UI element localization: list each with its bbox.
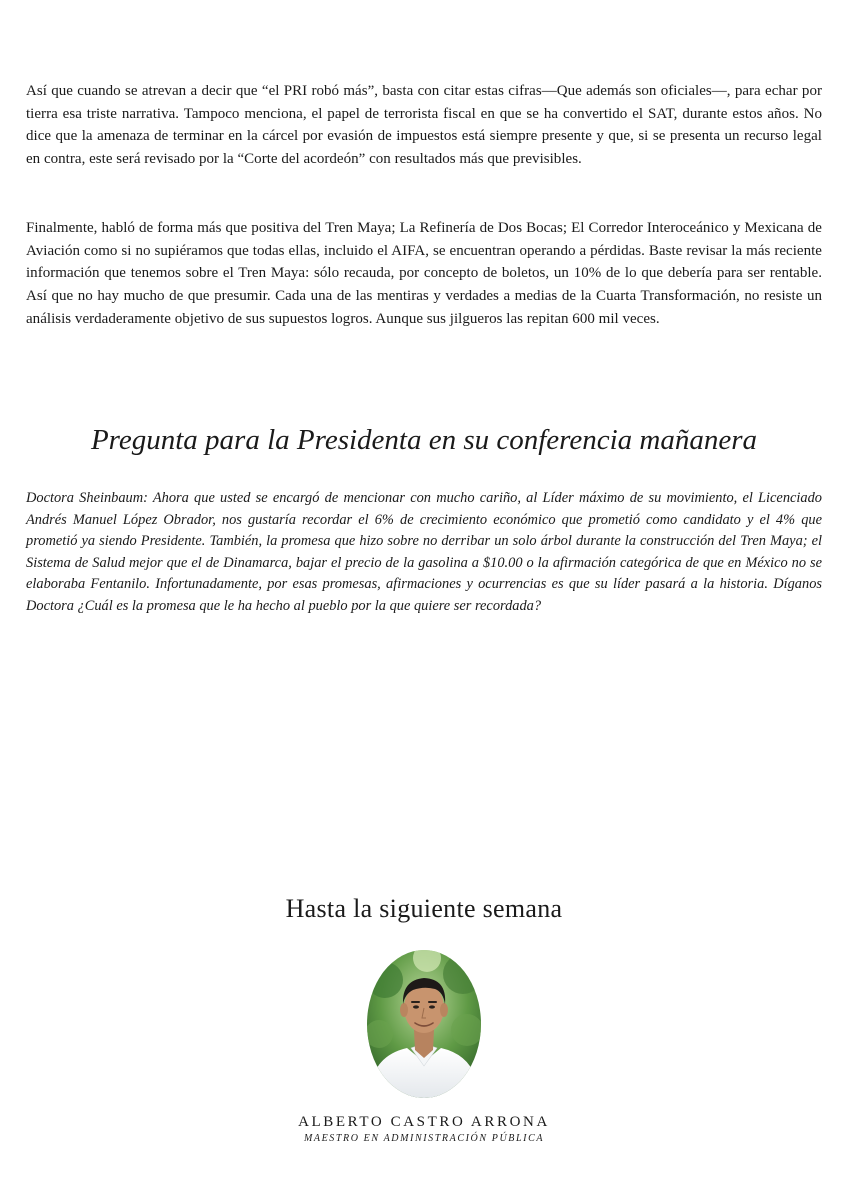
closing-text: Hasta la siguiente semana [285,894,563,923]
author-name: ALBERTO CASTRO ARRONA [298,1114,550,1130]
author-portrait-image [367,950,481,1098]
article-paragraph-2: Finalmente, habló de forma más que positiva del Tren Maya; La Refinería de Dos Bocas; El Corredor Interoceánico y Mexicana de Aviación como si no supiéramos que todas ellas, incluido el AIFA, se encuentran operando a pérdidas. Baste revisar la más reciente información que tenemos sobre el Tren Maya: sólo recauda, por concepto de boletos, un 10% de lo que debería para ser rentable. Así que no hay mucho de que presumir. Cada una de las mentiras y verdades a medias de la Cuarta Transformación, no resiste un análisis verdaderamente objetivo de sus supuestos logros. Aunque sus jilgueros las repitan 600 mil veces. [26,220,822,327]
author-portrait [367,950,481,1098]
question-heading: Pregunta para la Presidenta en su conferencia mañanera [90,424,758,456]
article-paragraph-1: Así que cuando se atrevan a decir que “el PRI robó más”, basta con citar estas cifras—Que además son oficiales—, para echar por tierra esa triste narrativa. Tampoco menciona, el papel de terrorista fiscal en que se ha convertido el SAT, durante estos años. No dice que la amenaza de terminar en la cárcel por evasión de impuestos está siempre presente y que, si se presenta un recurso legal en contra, este será revisado por la “Corte del acordeón” con resultados más que previsibles. [26,83,822,168]
author-title: MAESTRO EN ADMINISTRACIÓN PÚBLICA [303,1133,545,1144]
question-text: Doctora Sheinbaum: Ahora que usted se encargó de mencionar con mucho cariño, al Líder máximo de su movimiento, el Licenciado Andrés Manuel López Obrador, nos gustaría recordar el 6% de crecimiento económico que prometió como candidato y el 4% que prometió ya siendo Presidente. También, la promesa que hizo sobre no derribar un solo árbol durante la construcción del Tren Maya; el Sistema de Salud mejor que el de Dinamarca, bajar el precio de la gasolina a $10.00 o la afirmación categórica de que en México no se elaboraba Fentanilo. Infortunadamente, por esas promesas, afirmaciones y ocurrencias es que su líder pasará a la historia. Díganos Doctora ¿Cuál es la promesa que le ha hecho al pueblo por la que quiere ser recordada? [26,490,822,614]
